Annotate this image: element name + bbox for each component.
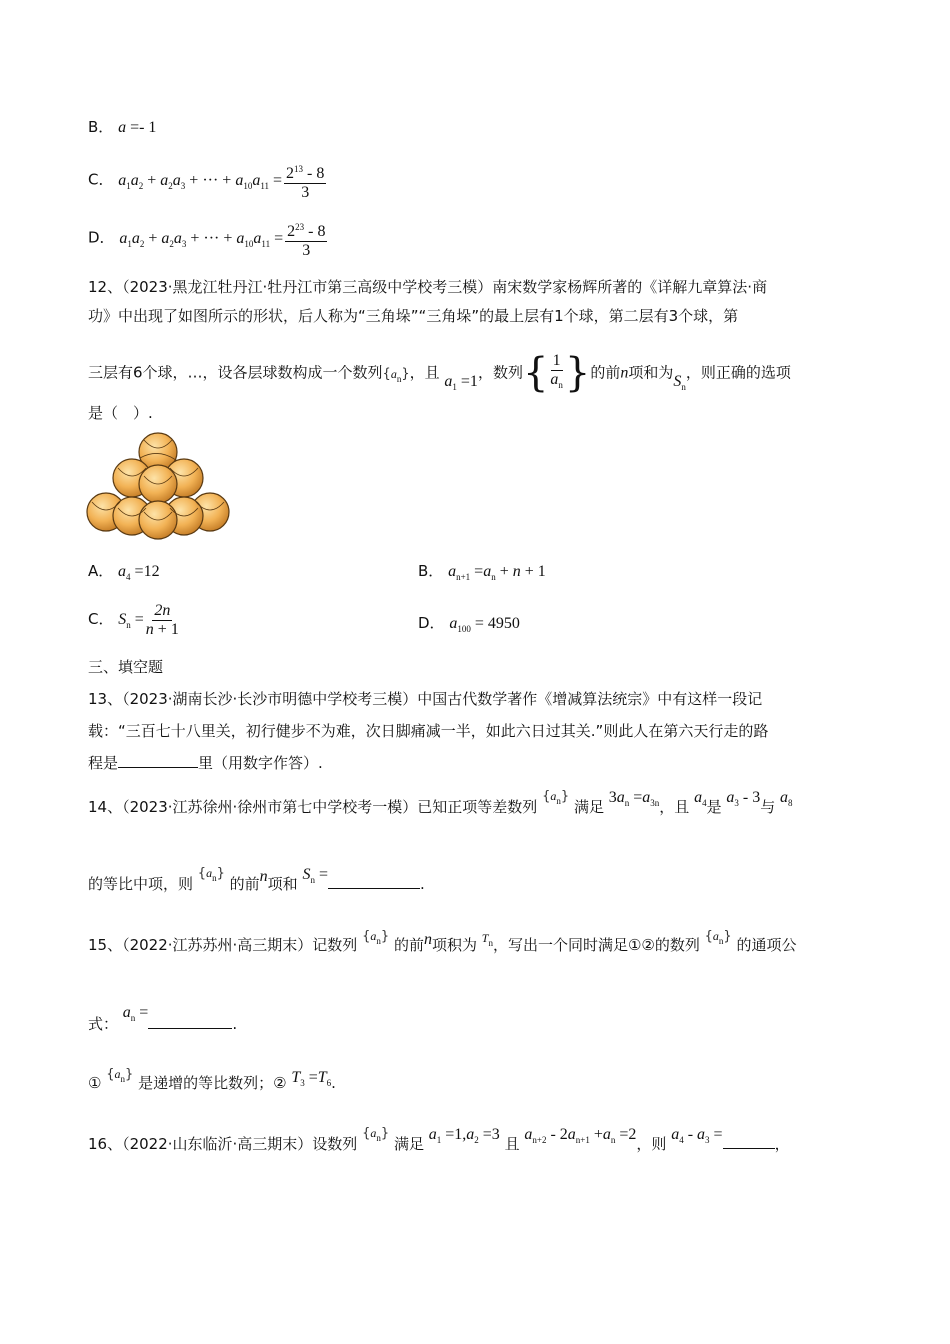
q14-line2: 的等比中项，则 $\{a_n\}$ 的前n项和 $S_n$ =. bbox=[88, 866, 425, 893]
q13-line1: 13、（2023·湖南长沙·长沙市明德中学校考三模）中国古代数学著作《增减算法统宗》中有这样一段记 bbox=[88, 690, 763, 708]
q12-option-a: A． $a_4 =12$ bbox=[88, 562, 160, 582]
q13-line2: 载：“三百七十八里关，初行健步不为难，次日脚痛减一半，如此六日过其关.”则此人在第六天行走的路 bbox=[88, 722, 769, 740]
q15-line3: ① $\{a_n\}$ 是递增的等比数列；② $T_3 =T_6$. bbox=[88, 1067, 336, 1092]
q11-option-b: B． a =- 1 bbox=[88, 118, 157, 136]
q11-option-c: C． $a_1a_2 + a_2a_3$ + ··· + $a_{10}a_{11}$ = $\frac{2^{13} - 8}{3}$ bbox=[88, 160, 328, 202]
q13-answer-blank[interactable] bbox=[118, 751, 198, 768]
q12-option-c: C． $S_n$ = $\frac{2n}{n + 1}$ bbox=[88, 602, 179, 638]
q14-line1: 14、（2023·江苏徐州·徐州市第七中学校考一模）已知正项等差数列 $\{a_n\}$ 满足 $3a_n =a_{3n}$，且 $a_4$是 $a_3 - 3$与 $a_8$ bbox=[88, 789, 793, 816]
q12-line2: 功》中出现了如图所示的形状，后人称为“三角垛”“三角垛”的最上层有1个球，第二层有3个球，第 bbox=[88, 307, 739, 325]
q12-option-b: B． $a_{n+1} =a_n + n + 1$ bbox=[418, 562, 546, 582]
q11-option-c-expr: $a_1a_2 + a_2a_3$ + ··· + $a_{10}a_{11}$ = $\frac{2^{13} - 8}{3}$ bbox=[118, 172, 328, 189]
q15-answer-blank[interactable] bbox=[148, 1012, 232, 1029]
q16-answer-blank[interactable] bbox=[723, 1132, 775, 1149]
q11-option-d: D． $a_1a_2 + a_2a_3$ + ··· + $a_{10}a_{11}$ = $\frac{2^{23} - 8}{3}$ bbox=[88, 218, 329, 260]
q14-answer-blank[interactable] bbox=[328, 872, 420, 889]
q15-line1: 15、（2022·江苏苏州·高三期末）记数列 $\{a_n\}$ 的前n项积为 $^{T_n}$，写出一个同时满足①②的数列 $\{a_n\}$ 的通项公 bbox=[88, 929, 797, 954]
q12-line4: 是（ ）. bbox=[88, 404, 153, 422]
stacked-balls-figure bbox=[84, 432, 234, 542]
q12-line3: 三层有6个球，…，设各层球数构成一个数列$\{a_n\}$，且 $a_1 =1$，数列 { $\frac{1}{a_n}$ } 的前n项和为$S_n$，则正确的选项 bbox=[88, 350, 791, 396]
q11-option-b-expr: a =- 1 bbox=[118, 119, 157, 136]
q16-line1: 16、（2022·山东临沂·高三期末）设数列 $\{a_n\}$ 满足 $a_1 =1,a_2 =3$ 且 $a_{n+2} - 2a_{n+1} +a_n =2$，则 $a_4 - a_3$ =， bbox=[88, 1126, 790, 1153]
section-title: 三、填空题 bbox=[88, 658, 164, 676]
q12-option-d: D． $a_{100} = 4950$ bbox=[418, 614, 520, 634]
q12-line1: 12、（2023·黑龙江牡丹江·牡丹江市第三高级中学校考三模）南宋数学家杨辉所著的《详解九章算法·商 bbox=[88, 278, 768, 296]
q11-option-d-expr: $a_1a_2 + a_2a_3$ + ··· + $a_{10}a_{11}$ = $\frac{2^{23} - 8}{3}$ bbox=[119, 230, 329, 247]
q15-line2: 式： $a_n$ =. bbox=[88, 1004, 238, 1033]
q13-line3: 程是 里（用数字作答）. bbox=[88, 751, 323, 774]
